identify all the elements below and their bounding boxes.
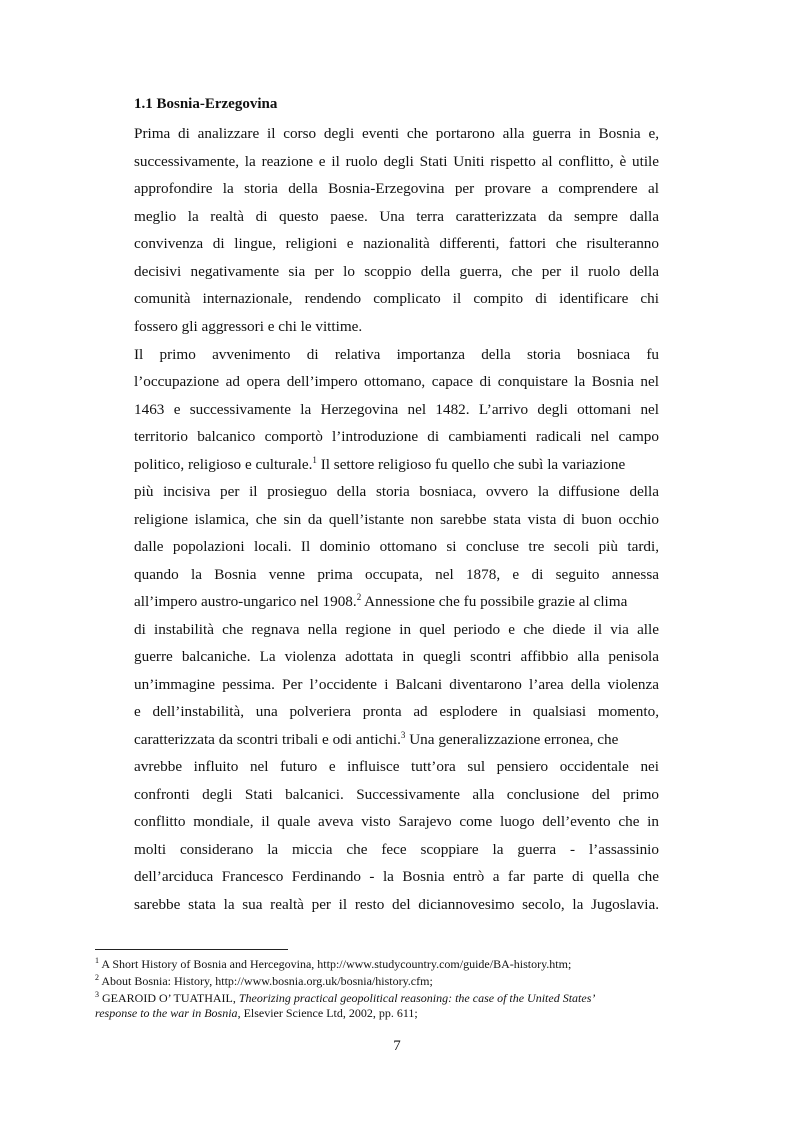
footnote-ref: 1 [312, 455, 317, 465]
body-line: di instabilità che regnava nella regione in quel periodo e che diede il via alle [134, 621, 659, 638]
line-text: Una generalizzazione erronea, che [405, 731, 619, 748]
body-line [134, 730, 659, 750]
body-line: dell’arciduca Francesco Ferdinando - la Bosnia entrò a far parte di quella che [134, 868, 659, 885]
footnote-title: response to the war in Bosnia [95, 1006, 238, 1020]
body-line: convivenza di lingue, religioni e nazionalità differenti, fattori che risulteranno [134, 235, 659, 252]
body-line: confronti degli Stati balcanici. Successivamente alla conclusione del primo [134, 786, 659, 803]
page-number: 7 [393, 1038, 401, 1054]
footnote [95, 991, 655, 1006]
body-line: comunità internazionale, rendendo complicato il compito di identificare chi [134, 290, 659, 307]
body-line: territorio balcanico comportò l’introduzione di cambiamenti radicali nel campo [134, 428, 659, 445]
body-line: molti considerano la miccia che fece scoppiare la guerra - l’assassinio [134, 841, 659, 858]
footnote-text: About Bosnia: History, http://www.bosnia.org.uk/bosnia/history.cfm; [101, 974, 433, 988]
body-line: 1463 e successivamente la Herzegovina nel 1482. L’arrivo degli ottomani nel [134, 401, 659, 418]
footnote-text: , Elsevier Science Ltd, 2002, pp. 611; [237, 1006, 418, 1020]
body-line: guerre balcaniche. La violenza adottata in quegli scontri affibbio alla penisola [134, 648, 659, 665]
body-line: Il primo avvenimento di relativa importanza della storia bosniaca fu [134, 346, 659, 363]
footnote [95, 957, 655, 972]
footnote-ref: 3 [400, 730, 406, 740]
body-line: più incisiva per il prosieguo della storia bosniaca, ovvero la diffusione della [134, 483, 659, 500]
body-line: Prima di analizzare il corso degli eventi che portarono alla guerra in Bosnia e, [134, 125, 659, 142]
footnote-title: Theorizing practical geopolitical reasoning: the case of the United States’ [238, 991, 596, 1005]
body-line: l’occupazione ad opera dell’impero ottomano, capace di conquistare la Bosnia nel [134, 373, 659, 390]
footnote-ref: 2 [356, 592, 362, 602]
line-text: Il settore religioso fu quello che subì la variazione [316, 456, 626, 473]
line-text: politico, religioso e culturale. [134, 456, 313, 473]
footnote-continuation [95, 1006, 655, 1021]
section-heading: 1.1 Bosnia-Erzegovina [134, 96, 278, 112]
footnote-author: GEAROID O’ TUATHAIL, [102, 991, 239, 1005]
body-line: e dell’instabilità, una polveriera pronta ad esplodere in qualsiasi momento, [134, 703, 659, 720]
footnote-number: 3 [95, 990, 99, 999]
body-line: quando la Bosnia venne prima occupata, nel 1878, e di seguito annessa [134, 566, 659, 583]
body-line: avrebbe influito nel futuro e influisce tutt’ora sul pensiero occidentale nei [134, 758, 659, 775]
body-line: un’immagine pessima. Per l’occidente i Balcani diventarono l’area della violenza [134, 676, 659, 693]
body-line: dalle popolazioni locali. Il dominio ottomano si concluse tre secoli più tardi, [134, 538, 659, 555]
body-line: conflitto mondiale, il quale aveva visto Sarajevo come luogo dell’evento che in [134, 813, 659, 830]
body-line: religione islamica, che sin da quell’istante non sarebbe stata vista di buon occhio [134, 511, 659, 528]
body-line [134, 455, 659, 475]
footnote-number: 1 [95, 956, 99, 965]
body-line: fossero gli aggressori e chi le vittime. [134, 318, 363, 335]
footnote-number: 2 [95, 973, 99, 982]
footnote [95, 974, 655, 989]
line-text: all’impero austro-ungarico nel 1908. [134, 593, 357, 610]
footnote-text: A Short History of Bosnia and Hercegovina, http://www.studycountry.com/guide/BA-history.htm; [101, 957, 572, 971]
body-line: successivamente, la reazione e il ruolo degli Stati Uniti rispetto al conflitto, è utile [134, 153, 659, 170]
body-line: approfondire la storia della Bosnia-Erzegovina per provare a comprendere al [134, 180, 659, 197]
body-line: meglio la realtà di questo paese. Una terra caratterizzata da sempre dalla [134, 208, 659, 225]
line-text: Annessione che fu possibile grazie al clima [361, 593, 628, 610]
body-line [134, 592, 659, 612]
body-line: sarebbe stata la sua realtà per il resto del diciannovesimo secolo, la Jugoslavia. [134, 896, 659, 913]
line-text: caratterizzata da scontri tribali e odi antichi. [134, 731, 401, 748]
footnote-separator [95, 949, 288, 950]
body-line: decisivi negativamente sia per lo scoppio della guerra, che per il ruolo della [134, 263, 659, 280]
